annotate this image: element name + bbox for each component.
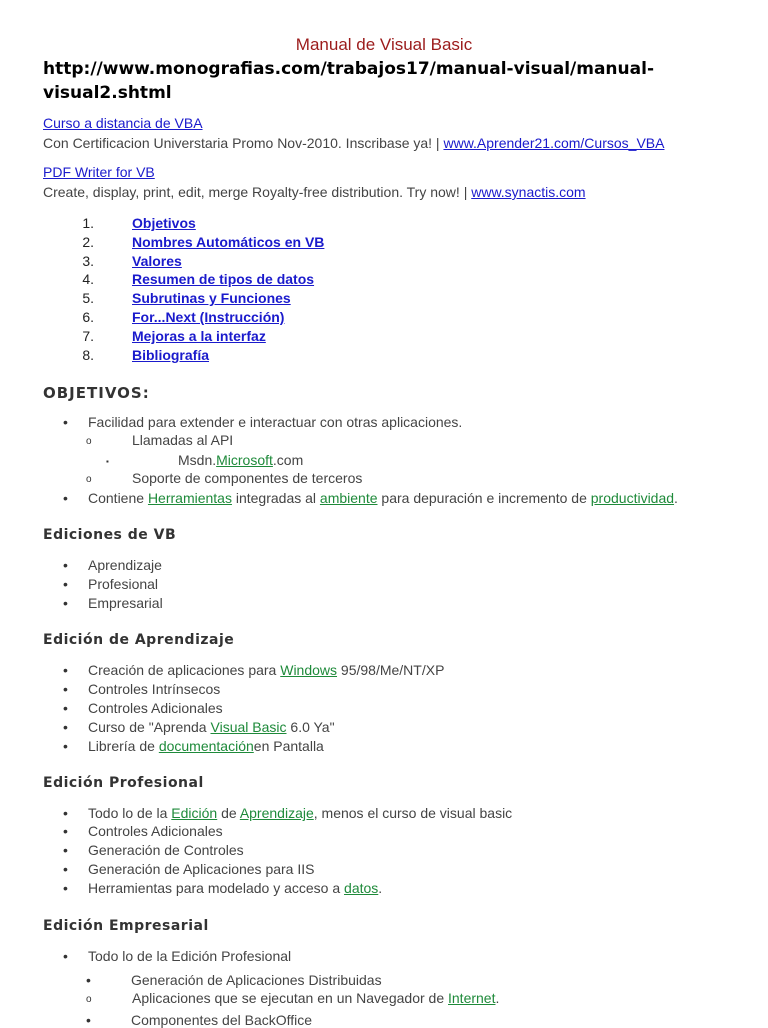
text: . xyxy=(495,990,500,1006)
bullet-dot: • xyxy=(63,700,68,716)
section-heading-aprendizaje: Edición de Aprendizaje xyxy=(43,632,235,648)
list-item xyxy=(88,738,324,754)
list-item: Generación de Aplicaciones Distribuidas xyxy=(131,972,382,988)
link-herramientas[interactable]: Herramientas xyxy=(147,490,232,506)
link-microsoft[interactable]: Microsoft xyxy=(216,452,273,468)
ad-site-link[interactable]: www.Aprender21.com/Cursos_VBA xyxy=(443,135,665,151)
toc-number: 2. xyxy=(82,234,94,250)
toc-link-mejoras[interactable]: Mejoras a la interfaz xyxy=(132,328,266,344)
toc-link-objetivos[interactable]: Objetivos xyxy=(132,215,196,231)
list-item: Llamadas al API xyxy=(132,432,234,448)
list-item xyxy=(132,990,499,1006)
link-internet[interactable]: Internet xyxy=(448,990,496,1006)
toc-number: 4. xyxy=(82,271,94,287)
toc-link-subrutinas[interactable]: Subrutinas y Funciones xyxy=(132,290,291,306)
text: Msdn. xyxy=(178,452,217,468)
text: Herramientas para modelado y acceso a xyxy=(88,880,345,896)
bullet-square: ▪ xyxy=(106,457,109,466)
text: , menos el curso de visual basic xyxy=(313,805,513,821)
page-title: Manual de Visual Basic xyxy=(295,35,473,54)
bullet-dot: • xyxy=(63,662,68,678)
ad-description: Con Certificacion Universtaria Promo Nov-2010. Inscribase ya! | xyxy=(43,135,444,151)
text: . xyxy=(674,490,678,506)
source-url-line-1: http://www.monografias.com/trabajos17/manual-visual/manual- xyxy=(43,59,654,79)
toc-number: 8. xyxy=(82,347,94,363)
bullet-dot: • xyxy=(63,805,68,821)
list-item: Todo lo de la Edición Profesional xyxy=(88,948,292,964)
bullet-dot: • xyxy=(63,719,68,735)
list-item: Componentes del BackOffice xyxy=(131,1012,313,1028)
link-aprendizaje[interactable]: Aprendizaje xyxy=(239,805,314,821)
link-productividad[interactable]: productividad xyxy=(590,490,675,506)
toc-number: 3. xyxy=(82,253,94,269)
text: 95/98/Me/NT/XP xyxy=(337,662,445,678)
bullet-circle: o xyxy=(86,994,92,1005)
toc-number: 1. xyxy=(82,215,94,231)
toc-link-nombres[interactable]: Nombres Automáticos en VB xyxy=(132,234,325,250)
list-item: Aprendizaje xyxy=(88,557,162,573)
link-datos[interactable]: datos xyxy=(344,880,379,896)
text: en Pantalla xyxy=(253,738,324,754)
link-edicion[interactable]: Edición xyxy=(171,805,218,821)
link-documentacion[interactable]: documentación xyxy=(158,738,254,754)
bullet-dot: • xyxy=(86,1012,91,1028)
toc-link-valores[interactable]: Valores xyxy=(132,253,182,269)
bullet-dot: • xyxy=(63,576,68,592)
text: Contiene xyxy=(88,490,148,506)
list-item xyxy=(88,805,512,821)
text: de xyxy=(217,805,240,821)
list-item: Controles Intrínsecos xyxy=(88,681,221,697)
ad-link-vba-course[interactable]: Curso a distancia de VBA xyxy=(43,115,203,131)
text: para depuración e incremento de xyxy=(377,490,591,506)
toc-number: 5. xyxy=(82,290,94,306)
ad-description: Create, display, print, edit, merge Royalty-free distribution. Try now! | xyxy=(43,184,472,200)
ad-site-link[interactable]: www.synactis.com xyxy=(471,184,586,200)
list-item xyxy=(88,719,335,735)
ad-text-pdf-writer xyxy=(43,184,586,200)
list-item xyxy=(88,490,678,506)
bullet-dot: • xyxy=(63,557,68,573)
list-item: Profesional xyxy=(88,576,159,592)
list-item xyxy=(178,452,303,468)
bullet-dot: • xyxy=(63,490,68,506)
text: Aplicaciones que se ejecutan en un Navegador de xyxy=(132,990,448,1006)
bullet-circle: o xyxy=(86,436,92,447)
list-item: Facilidad para extender e interactuar con otras aplicaciones. xyxy=(88,414,463,430)
toc-number: 6. xyxy=(82,309,94,325)
list-item: Soporte de componentes de terceros xyxy=(132,470,363,486)
bullet-dot: • xyxy=(63,948,68,964)
section-heading-profesional: Edición Profesional xyxy=(43,775,204,791)
toc-link-bibliografia[interactable]: Bibliografía xyxy=(132,347,210,363)
list-item: Controles Adicionales xyxy=(88,700,223,716)
list-item: Empresarial xyxy=(88,595,163,611)
text: Creación de aplicaciones para xyxy=(88,662,281,678)
list-item: Controles Adicionales xyxy=(88,823,223,839)
source-url-line-2: visual2.shtml xyxy=(43,83,172,103)
bullet-dot: • xyxy=(63,880,68,896)
bullet-circle: o xyxy=(86,474,92,485)
toc-link-tipos-datos[interactable]: Resumen de tipos de datos xyxy=(132,271,315,287)
list-item: Generación de Controles xyxy=(88,842,244,858)
list-item: Generación de Aplicaciones para IIS xyxy=(88,861,315,877)
text: 6.0 Ya" xyxy=(286,719,335,735)
ad-text-vba-course xyxy=(43,135,664,151)
bullet-dot: • xyxy=(63,842,68,858)
link-visual-basic[interactable]: Visual Basic xyxy=(210,719,287,735)
bullet-dot: • xyxy=(63,738,68,754)
list-item xyxy=(88,662,444,678)
toc-number: 7. xyxy=(82,328,94,344)
bullet-dot: • xyxy=(63,595,68,611)
text: Todo lo de la xyxy=(88,805,172,821)
bullet-dot: • xyxy=(86,972,91,988)
text: . xyxy=(378,880,383,896)
toc-link-for-next[interactable]: For...Next (Instrucción) xyxy=(132,309,285,325)
text: integradas al xyxy=(231,490,320,506)
bullet-dot: • xyxy=(63,823,68,839)
section-heading-objetivos: OBJETIVOS: xyxy=(43,384,150,402)
text: Librería de xyxy=(88,738,159,754)
list-item xyxy=(88,880,382,896)
text: Curso de "Aprenda xyxy=(88,719,211,735)
bullet-dot: • xyxy=(63,681,68,697)
section-heading-empresarial: Edición Empresarial xyxy=(43,918,209,934)
link-ambiente[interactable]: ambiente xyxy=(319,490,378,506)
bullet-dot: • xyxy=(63,861,68,877)
section-heading-ediciones: Ediciones de VB xyxy=(43,527,177,543)
bullet-dot: • xyxy=(63,414,68,430)
link-windows[interactable]: Windows xyxy=(280,662,338,678)
text: .com xyxy=(272,452,304,468)
ad-link-pdf-writer[interactable]: PDF Writer for VB xyxy=(43,164,155,180)
